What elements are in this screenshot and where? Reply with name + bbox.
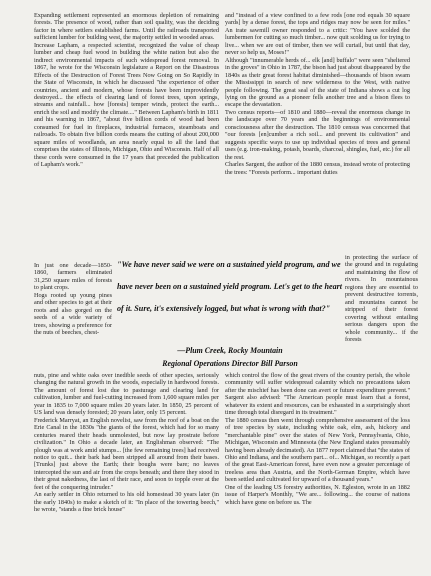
pull-quote-attribution-line1: —Plum Creek, Rocky Mountain	[177, 346, 283, 355]
article-column-right-top: and "instead of a view confined to a few rods [one rod equals 30 square yards] by a dense forest, the tops and ridges may now be seen for miles." An irate sawmill owner responded to a critic: "You have scolded the lumbermen for cutting so much timber... now quit scolding us for trying to live... when we are out of timber, then we will curtail, but until that day, never so help us, Moses!" Although "innumerable herds of... elk [and] buffalo" were seen "sheltered in the groves" in Ohio in 1787, the bison had just about disappeared by the 1840s as their great forest habitat diminished—thousands of bison swam the Mississippi in search of new wilderness to the West, with native people following. The great seal of the state of Indiana shows a cut log lying on the ground as a pioneer fells another tree and a bison flees to escape the devastation. Two census reports—of 1810 and 1880—reveal the enormous change in the landscape over 70 years and the beginnings of environmental consciousness after the destruction. The 1810 census was concerned that "our forests [en]cumber a rich soil... and prevent its cultivation" and suggests specific ways to use up individual species of trees and general uses (e.g. iron-making, potash, boards, charcoal, shingles, fuel, etc.) for all the rest. Charles Sargent, the author of the 1880 census, instead wrote of protecting the trees: "Forests perform... important duties	[225, 12, 410, 176]
article-column-left-narrow: In just one decade—1850-1860, farmers eliminated 31,250 square miles of forests to plant crops. Hogs rooted up young pines and other species to get at their roots and also gorged on the seeds of a wide variety of trees, showing a preference for the nuts of beeches, chest-	[34, 262, 112, 337]
pull-quote: "We have never said we were on a sustained yield program, and we have never been on a sustained yield program. Let's get to the heart of it. Sure, it's extensively logged, but what is wrong with that?"	[117, 260, 343, 313]
article-column-right-narrow: in protecting the surface of the ground and in regulating and maintaining the flow of rivers. In mountainous regions they are essential to prevent destructive torrents, and mountains cannot be stripped of their forest covering without entailing serious dangers upon the whole community... if the forests	[345, 254, 418, 343]
pull-quote-attribution	[117, 345, 343, 370]
pull-quote-attribution-line2: Regional Operations Director Bill Parson	[162, 358, 298, 368]
article-column-left-bottom: nuts, pine and white oaks over inedible seeds of other species, seriously changing the natural growth in the woods, especially in hardwood forests. The amount of forest lost due to pasturage and clearing land for cultivation, lumber and fuel-cutting increased from 1,600 square miles per year in 1835 to 7,000 square miles 20 years later. In 1850, 25 percent of US land was densely forested; 20 years later, only 15 percent. Frederick Marryat, an English novelist, saw from the roof of a boat on the Erie Canal in the 1830s "the giants of the forest, which had for so many centuries reared their heads unmolested, but now lay prostrate before civilization." In Ohio a decade later, an Englishman observed: "The plough was at work amid stumps... [the few remaining trees] had received notice to quit... their bark had been stripped all around from their bases. [Trunks] just above the Earth; their boughs were bare; no leaves intercepted the sun and air from the crops beneath; and there they stood in their great nakedness, the last of their race, and soon to topple over at the feet of the conquering intruder." An early settler in Ohio returned to his old homestead 30 years later (in the early 1840s) to make a sketch of it: "In place of the towering beech," he wrote, "stands a fine brick house"	[34, 372, 219, 514]
article-column-left-top: Expanding settlement represented an enormous depletion of remaining forests. The presence of wood, rather than soil quality, was the deciding factor in where settlers established farms. Until the railroads transported sufficient lumber for building west, the majority settled in wooded areas. Increase Lapham, a respected scientist, recognized the value of cheap lumber and cheap fuel wood in building the white nation but also the indirect environmental impacts of such widespread forest removal. In 1867, he wrote for the Wisconsin legislature a Report on the Disastrous Effects of the Destruction of Forest Trees Now Going on So Rapidly in the State of Wisconsin, in which he discussed "the experience of other countries, ancient and modern, whose forests have been improvidently destroyed... the effects of clearing land of forest trees, upon springs, streams and rainfall... how [forests] temper winds, protect the earth... enrich the soil and modify the climate...." Between Lapham's birth in 1811 and his warning in 1867, "about five billion cords of wood had been consumed for fuel in fireplaces, industrial furnaces, steamboats and railroads. To obtain five billion cords means the cutting of about 200,000 square miles of woodlands, an area nearly equal to all the land that comprises the states of Illinois, Michigan, Ohio and Wisconsin. Half of all these cords were consumed in the 17 years that preceded the publication of Lapham's work."	[34, 12, 219, 169]
article-column-right-bottom: which control the flow of the great rivers of the country perish, the whole community will suffer widespread calamity which no precautions taken after the mischief has been done can avert or future expenditure prevent." Sargent also advised: "The American people must learn that a forest, whatever its extent and resources, can be exhausted in a surprisingly short time through total disregard in its treatment." The 1880 census then went through comprehensive assessment of the loss of tree species by state, including white oak, elm, ash, hickory and "merchantable pine" over the states of New York, Pennsylvania, Ohio, Michigan, Wisconsin and Minnesota (the New England states presumably having been already decimated). An 1877 report claimed that "the states of Ohio and Indiana, and the southern part... of... Michigan, so recently a part of the great East-American forest, have even now a greater percentage of treeless area than Austria, and the North-German Empire, which have been settled and cultivated for upward of a thousand years." One of the leading US forestry authorities, N. Egleston, wrote in an 1882 issue of Harper's Monthly, "We are... following... the course of nations which have gone on before us. The	[225, 372, 410, 506]
